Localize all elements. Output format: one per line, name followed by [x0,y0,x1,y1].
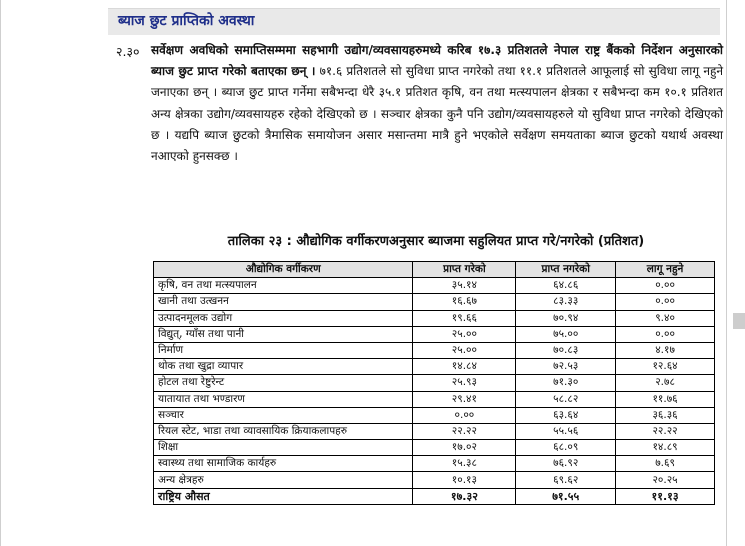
row-label: शिक्षा [154,440,413,456]
cell-not-received: ६८.०९ [516,440,616,456]
cell-not-applicable: ०.०० [616,278,715,294]
cell-received: २५.०० [413,326,516,342]
cell-not-received: ६४.८६ [516,278,616,294]
row-label: यातायात तथा भण्डारण [154,391,413,407]
header-not-received: प्राप्त नगरेको [516,262,616,278]
table-row [154,440,715,456]
cell-received: १७.०२ [413,440,516,456]
cell-not-received: ५८.८२ [516,391,616,407]
cell-not-applicable: ४.१७ [616,342,715,358]
row-label: निर्माण [154,342,413,358]
cell-received: २२.२२ [413,423,516,439]
cell-not-received: ८३.३३ [516,294,616,310]
row-label: अन्य क्षेत्रहरु [154,472,413,488]
row-label: विद्युत्, ग्याँस तथा पानी [154,326,413,342]
row-label: कृषि, वन तथा मत्स्यपालन [154,278,413,294]
row-label: सञ्चार [154,407,413,423]
total-not-received: ७१.५५ [516,488,616,504]
row-label: रियल स्टेट, भाडा तथा व्यावसायिक क्रियाकलापहरु [154,423,413,439]
cell-received: १०.१३ [413,472,516,488]
cell-not-applicable: ११.७६ [616,391,715,407]
cell-not-applicable: ७.६९ [616,456,715,472]
row-label: स्वास्थ्य तथा सामाजिक कार्यहरु [154,456,413,472]
table-row [154,294,715,310]
table-caption: तालिका २३ : औद्योगिक वर्गीकरणअनुसार ब्याजमा सहुलियत प्राप्त गरे/नगरेको (प्रतिशत) [227,234,645,249]
cell-not-applicable: २२.२२ [616,423,715,439]
cell-not-applicable: १२.६४ [616,359,715,375]
left-frame-line [0,0,1,546]
total-received: १७.३२ [413,488,516,504]
table-row [154,472,715,488]
cell-not-applicable: १४.८९ [616,440,715,456]
table-row [154,375,715,391]
table-row [154,391,715,407]
data-table [153,261,715,505]
table-header-row [154,262,715,278]
cell-not-received: ७०.९४ [516,310,616,326]
header-not-applicable: लागू नहुने [616,262,715,278]
cell-not-received: ७५.०० [516,326,616,342]
cell-received: १५.३८ [413,456,516,472]
cell-not-received: ६९.६२ [516,472,616,488]
row-label: उत्पादनमूलक उद्योग [154,310,413,326]
cell-not-received: ७०.८३ [516,342,616,358]
cell-received: २५.९३ [413,375,516,391]
table-row [154,342,715,358]
cell-received: १९.६६ [413,310,516,326]
total-label: राष्ट्रिय औसत [154,488,413,504]
table-total-row [154,488,715,504]
cell-received: १६.६७ [413,294,516,310]
cell-not-received: ५५.५६ [516,423,616,439]
cell-not-received: ७६.९२ [516,456,616,472]
cell-not-received: ६३.६४ [516,407,616,423]
table-row [154,326,715,342]
table-row [154,359,715,375]
cell-not-received: ७२.५३ [516,359,616,375]
paragraph-bold-text: सर्वेक्षण अवधिको समाप्तिसम्ममा सहभागी उद्योग/व्यवसायहरुमध्ये करिब १७.३ प्रतिशतले नेपाल राष्ट्र बैंकको निर्देशन अनुसारको ब्याज छुट प्राप्त गरेको बताएका छन् । [151,43,723,79]
row-label: थोक तथा खुद्रा व्यापार [154,359,413,375]
row-label: खानी तथा उत्खनन [154,294,413,310]
section-title: ब्याज छुट प्राप्तिको अवस्था [118,13,255,29]
cell-not-applicable: ९.४० [616,310,715,326]
table-row [154,278,715,294]
cell-received: ३५.१४ [413,278,516,294]
cell-not-applicable: ०.०० [616,294,715,310]
cell-not-received: ७१.३० [516,375,616,391]
cell-received: २५.०० [413,342,516,358]
paragraph-number: २.३० [116,44,140,59]
cell-not-applicable: २०.२५ [616,472,715,488]
cell-received: २९.४१ [413,391,516,407]
scrollbar-thumb[interactable] [733,313,745,329]
cell-not-applicable: ०.०० [616,326,715,342]
total-not-applicable: ११.१३ [616,488,715,504]
table-row [154,310,715,326]
header-classification: औद्योगिक वर्गीकरण [154,262,413,278]
paragraph-text: ७१.६ प्रतिशतले सो सुविधा प्राप्त नगरेको तथा ११.१ प्रतिशतले आफूलाई सो सुविधा लागू नहुने जनाएका छन् । ब्याज छुट प्राप्त गर्नेमा सबैभन्दा धेरै ३५.१ प्रतिशत कृषि, वन तथा मत्स्यपालन क्षेत्रका र सबैभन्दा कम १०.१ प्रतिशत अन्य क्षेत्रका उद्योग/व्यवसायहरु रहेको देखिएको छ । सञ्चार क्षेत्रका कुनै पनि उद्योग/व्यवसायहरुले यो सुविधा प्राप्त नगरेको देखिएको छ । यद्यपि ब्याज छुटको त्रैमासिक समायोजन असार मसान्तमा मात्रै हुने भएकोले सर्वेक्षण समयताका ब्याज छुटको यथार्थ अवस्था नआएको हुनसक्छ । [151,64,724,164]
row-label: होटल तथा रेष्टुरेन्ट [154,375,413,391]
table-row [154,407,715,423]
header-received: प्राप्त गरेको [413,262,516,278]
paragraph-body [151,40,723,167]
table-row [154,423,715,439]
cell-not-applicable: २.७८ [616,375,715,391]
cell-not-applicable: ३६.३६ [616,407,715,423]
cell-received: ०.०० [413,407,516,423]
table-row [154,456,715,472]
right-frame-line [726,0,727,546]
cell-received: १४.८४ [413,359,516,375]
